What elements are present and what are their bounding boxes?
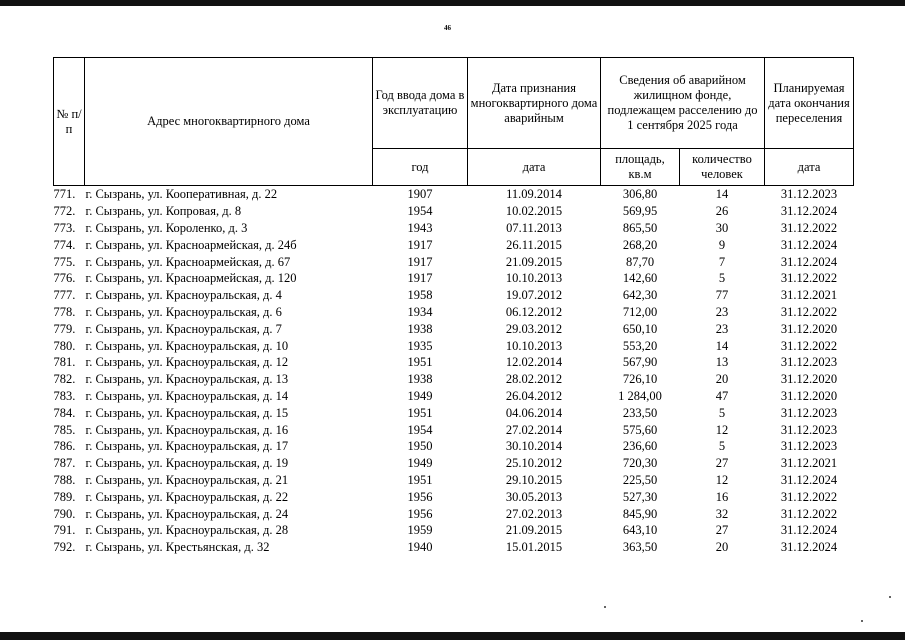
row-date: 29.03.2012: [505, 321, 563, 336]
row-year: 1951: [407, 472, 433, 487]
row-address: г. Сызрань, ул. Красноуральская, д. 16: [85, 422, 289, 437]
bottom-border: [0, 632, 905, 640]
table-row: [54, 203, 854, 220]
row-planned-date: 31.12.2023: [780, 187, 838, 202]
row-planned-date: 31.12.2023: [780, 422, 838, 437]
header-info-group: Сведения об аварийном жилищном фонде, подлежащем расселению до 1 сентября 2025 года: [601, 58, 765, 149]
table-row: [54, 488, 854, 505]
row-people: 27: [715, 456, 729, 471]
row-area: 87,70: [625, 254, 655, 269]
row-year: 1938: [407, 321, 433, 336]
row-number: 783.: [53, 388, 76, 403]
row-number: 790.: [53, 506, 76, 521]
row-number: 774.: [53, 237, 76, 252]
row-address: г. Сызрань, ул. Красноуральская, д. 7: [85, 321, 282, 336]
header-date-group: Дата признания многоквартирного дома аварийным: [468, 58, 601, 149]
table-row: [54, 404, 854, 421]
row-date: 21.09.2015: [505, 254, 563, 269]
row-year: 1934: [407, 304, 433, 319]
row-date: 10.10.2013: [505, 271, 563, 286]
row-date: 28.02.2012: [505, 372, 563, 387]
row-area: 865,50: [622, 220, 658, 235]
row-number: 779.: [53, 321, 76, 336]
row-area: 233,50: [622, 405, 658, 420]
row-year: 1917: [407, 237, 433, 252]
row-date: 26.11.2015: [506, 237, 562, 252]
row-area: 643,10: [622, 523, 658, 538]
row-people: 30: [715, 220, 729, 235]
row-address: г. Сызрань, ул. Крестьянская, д. 32: [85, 540, 270, 555]
row-date: 30.10.2014: [505, 439, 563, 454]
row-date: 15.01.2015: [505, 540, 563, 555]
row-people: 23: [715, 321, 729, 336]
row-address: г. Сызрань, ул. Красноуральская, д. 17: [85, 439, 289, 454]
row-planned-date: 31.12.2023: [780, 439, 838, 454]
row-people: 5: [718, 405, 726, 420]
row-year: 1956: [407, 489, 433, 504]
subheader-people: количество человек: [680, 149, 765, 186]
row-address: г. Сызрань, ул. Красноармейская, д. 120: [85, 271, 297, 286]
row-date: 25.10.2012: [505, 456, 563, 471]
row-planned-date: 31.12.2022: [780, 304, 838, 319]
table-body: [54, 186, 854, 556]
row-date: 27.02.2013: [505, 506, 563, 521]
row-planned-date: 31.12.2024: [780, 237, 838, 252]
row-area: 575,60: [622, 422, 658, 437]
subheader-planned: дата: [765, 149, 854, 186]
row-date: 29.10.2015: [505, 472, 563, 487]
table-row: [54, 236, 854, 253]
row-number: 771.: [53, 187, 76, 202]
row-planned-date: 31.12.2022: [780, 271, 838, 286]
row-number: 778.: [53, 304, 76, 319]
row-year: 1956: [407, 506, 433, 521]
row-year: 1938: [407, 372, 433, 387]
row-planned-date: 31.12.2020: [780, 388, 838, 403]
row-area: 225,50: [622, 472, 658, 487]
row-area: 142,60: [622, 271, 658, 286]
row-date: 12.02.2014: [505, 355, 563, 370]
row-year: 1940: [407, 540, 433, 555]
row-area: 712,00: [622, 304, 658, 319]
row-planned-date: 31.12.2024: [780, 540, 838, 555]
row-address: г. Сызрань, ул. Красноуральская, д. 12: [85, 355, 289, 370]
row-planned-date: 31.12.2024: [780, 523, 838, 538]
row-people: 27: [715, 523, 729, 538]
table-row: [54, 354, 854, 371]
row-area: 306,80: [622, 187, 658, 202]
page-number: 46: [444, 24, 451, 32]
row-area: 567,90: [622, 355, 658, 370]
row-number: 781.: [53, 355, 76, 370]
row-year: 1949: [407, 388, 433, 403]
row-number: 782.: [53, 372, 76, 387]
row-area: 650,10: [622, 321, 658, 336]
row-area: 845,90: [622, 506, 658, 521]
row-year: 1951: [407, 355, 433, 370]
row-year: 1935: [407, 338, 433, 353]
table-row: [54, 270, 854, 287]
table-row: [54, 438, 854, 455]
row-people: 14: [715, 187, 729, 202]
table-row: [54, 371, 854, 388]
row-area: 569,95: [622, 204, 658, 219]
row-number: 776.: [53, 271, 76, 286]
row-area: 527,30: [622, 489, 658, 504]
row-number: 775.: [53, 254, 76, 269]
row-date: 10.10.2013: [505, 338, 563, 353]
row-year: 1949: [407, 456, 433, 471]
row-planned-date: 31.12.2020: [780, 321, 838, 336]
row-people: 14: [715, 338, 729, 353]
row-number: 773.: [53, 220, 76, 235]
row-date: 19.07.2012: [505, 288, 563, 303]
row-date: 10.02.2015: [505, 204, 563, 219]
row-date: 06.12.2012: [505, 304, 563, 319]
row-planned-date: 31.12.2024: [780, 254, 838, 269]
row-area: 726,10: [622, 372, 658, 387]
table-row: [54, 421, 854, 438]
row-people: 16: [715, 489, 729, 504]
row-year: 1959: [407, 523, 433, 538]
row-planned-date: 31.12.2024: [780, 204, 838, 219]
row-area: 268,20: [622, 237, 658, 252]
table-row: [54, 388, 854, 405]
table-row: [54, 472, 854, 489]
row-date: 27.02.2014: [505, 422, 563, 437]
row-year: 1917: [407, 271, 433, 286]
table-row: [54, 287, 854, 304]
row-people: 5: [718, 439, 726, 454]
row-year: 1954: [407, 204, 433, 219]
row-people: 5: [718, 271, 726, 286]
row-address: г. Сызрань, ул. Короленко, д. 3: [85, 220, 248, 235]
row-people: 20: [715, 372, 729, 387]
row-date: 04.06.2014: [505, 405, 563, 420]
row-planned-date: 31.12.2020: [780, 372, 838, 387]
housing-table: [53, 57, 854, 556]
row-address: г. Сызрань, ул. Красноуральская, д. 4: [85, 288, 282, 303]
row-people: 32: [715, 506, 729, 521]
row-people: 12: [715, 422, 729, 437]
row-address: г. Сызрань, ул. Красноуральская, д. 10: [85, 338, 289, 353]
row-area: 363,50: [622, 540, 658, 555]
table-row: [54, 522, 854, 539]
row-number: 785.: [53, 422, 76, 437]
row-date: 07.11.2013: [506, 220, 562, 235]
row-date: 30.05.2013: [505, 489, 563, 504]
row-number: 772.: [53, 204, 76, 219]
row-number: 787.: [53, 456, 76, 471]
row-people: 47: [715, 388, 729, 403]
row-number: 780.: [53, 338, 76, 353]
scan-speck: [604, 606, 606, 608]
row-address: г. Сызрань, ул. Красноуральская, д. 13: [85, 372, 289, 387]
row-area: 1 284,00: [618, 388, 662, 403]
row-number: 792.: [53, 540, 76, 555]
row-address: г. Сызрань, ул. Красноармейская, д. 67: [85, 254, 291, 269]
row-address: г. Сызрань, ул. Красноармейская, д. 24б: [85, 237, 297, 252]
row-people: 12: [715, 472, 729, 487]
row-planned-date: 31.12.2022: [780, 489, 838, 504]
row-area: 236,60: [622, 439, 658, 454]
row-year: 1907: [407, 187, 433, 202]
row-area: 720,30: [622, 456, 658, 471]
subheader-year: год: [373, 149, 468, 186]
subheader-area: площадь, кв.м: [601, 149, 680, 186]
row-number: 789.: [53, 489, 76, 504]
row-year: 1951: [407, 405, 433, 420]
row-date: 11.09.2014: [506, 187, 562, 202]
row-date: 21.09.2015: [505, 523, 563, 538]
row-year: 1943: [407, 220, 433, 235]
header-planned-group: Планируемая дата окончания переселения: [765, 58, 854, 149]
row-number: 777.: [53, 288, 76, 303]
row-planned-date: 31.12.2022: [780, 338, 838, 353]
row-planned-date: 31.12.2022: [780, 506, 838, 521]
row-area: 553,20: [622, 338, 658, 353]
header-year-group: Год ввода дома в эксплуатацию: [373, 58, 468, 149]
row-year: 1958: [407, 288, 433, 303]
row-address: г. Сызрань, ул. Красноуральская, д. 19: [85, 456, 289, 471]
row-address: г. Сызрань, ул. Красноуральская, д. 14: [85, 388, 289, 403]
table-row: [54, 337, 854, 354]
row-area: 642,30: [622, 288, 658, 303]
row-people: 7: [718, 254, 726, 269]
table-row: [54, 186, 854, 203]
row-people: 9: [718, 237, 726, 252]
subheader-date: дата: [468, 149, 601, 186]
header-num: № п/п: [54, 58, 85, 186]
row-date: 26.04.2012: [505, 388, 563, 403]
row-year: 1954: [407, 422, 433, 437]
row-planned-date: 31.12.2024: [780, 472, 838, 487]
row-address: г. Сызрань, ул. Красноуральская, д. 21: [85, 472, 289, 487]
table-row: [54, 253, 854, 270]
row-year: 1950: [407, 439, 433, 454]
row-planned-date: 31.12.2022: [780, 220, 838, 235]
row-address: г. Сызрань, ул. Красноуральская, д. 6: [85, 304, 282, 319]
table-row: [54, 220, 854, 237]
row-planned-date: 31.12.2023: [780, 355, 838, 370]
row-people: 23: [715, 304, 729, 319]
row-address: г. Сызрань, ул. Красноуральская, д. 24: [85, 506, 289, 521]
table-row: [54, 505, 854, 522]
scan-speck: [861, 620, 863, 622]
scan-speck: [889, 596, 891, 598]
row-planned-date: 31.12.2023: [780, 405, 838, 420]
row-people: 20: [715, 540, 729, 555]
row-people: 26: [715, 204, 729, 219]
row-people: 77: [715, 288, 729, 303]
table-row: [54, 304, 854, 321]
row-address: г. Сызрань, ул. Красноуральская, д. 15: [85, 405, 289, 420]
header-address: Адрес многоквартирного дома: [85, 58, 373, 186]
row-address: г. Сызрань, ул. Копровая, д. 8: [85, 204, 242, 219]
row-number: 791.: [53, 523, 76, 538]
table-row: [54, 539, 854, 556]
row-number: 788.: [53, 472, 76, 487]
row-year: 1917: [407, 254, 433, 269]
row-planned-date: 31.12.2021: [780, 456, 838, 471]
row-address: г. Сызрань, ул. Кооперативная, д. 22: [85, 187, 278, 202]
row-address: г. Сызрань, ул. Красноуральская, д. 22: [85, 489, 289, 504]
row-number: 786.: [53, 439, 76, 454]
row-people: 13: [715, 355, 729, 370]
row-number: 784.: [53, 405, 76, 420]
row-planned-date: 31.12.2021: [780, 288, 838, 303]
table-row: [54, 320, 854, 337]
row-address: г. Сызрань, ул. Красноуральская, д. 28: [85, 523, 289, 538]
top-border: [0, 0, 905, 6]
table-row: [54, 455, 854, 472]
